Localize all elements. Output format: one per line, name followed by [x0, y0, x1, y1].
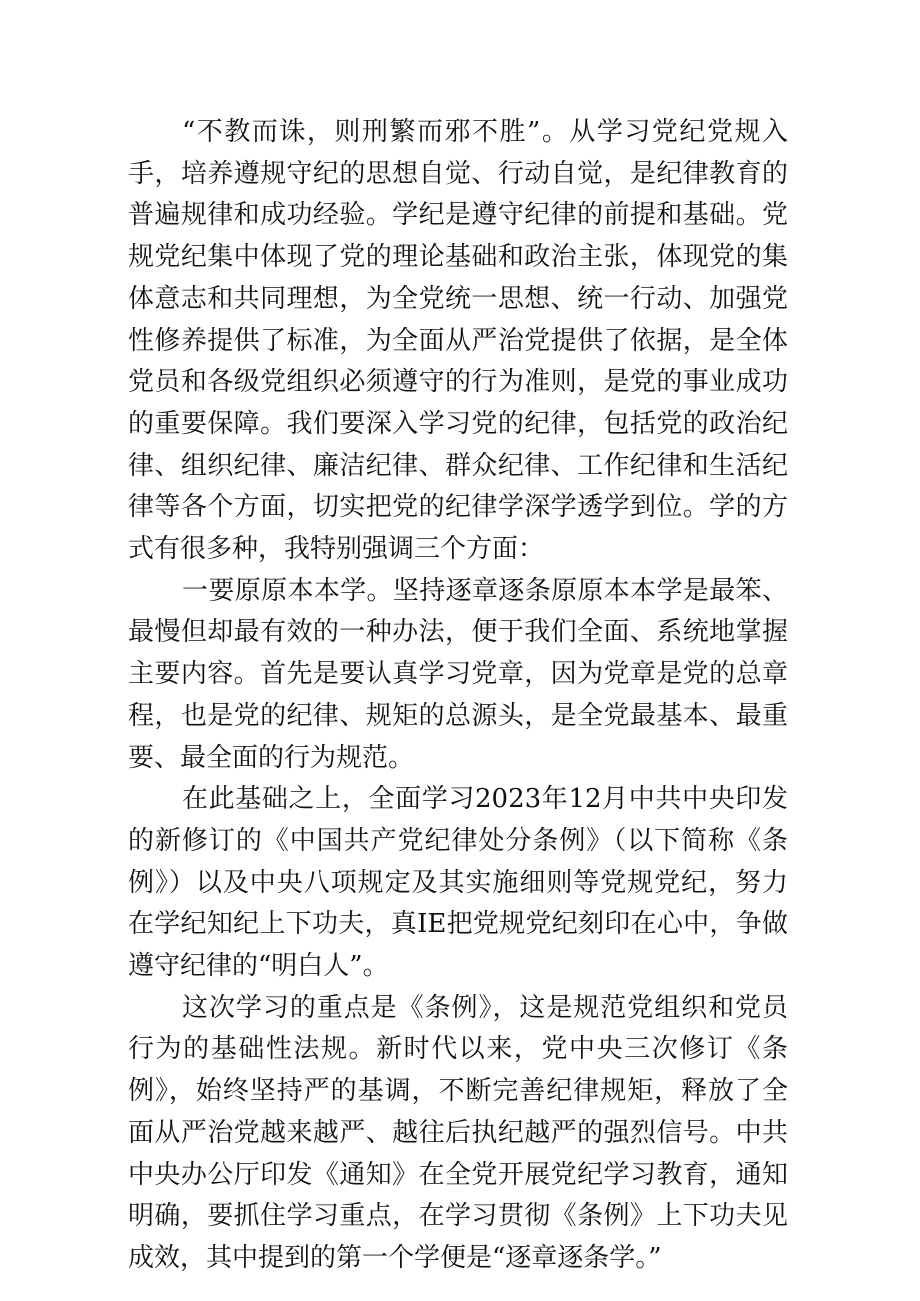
- paragraph-3: 在此基础之上，全面学习2023年12月中共中央印发的新修订的《中国共产党纪律处分条例》（以下简称《条例》）以及中央八项规定及其实施细则等党规党纪，努力在学纪知纪上下功夫，真IE把党规党纪刻印在心中，争做遵守纪律的“明白人”。: [128, 784, 788, 982]
- paragraph-4: 这次学习的重点是《条例》，这是规范党组织和党员行为的基础性法规。新时代以来，党中央三次修订《条例》，始终坚持严的基调，不断完善纪律规矩，释放了全面从严治党越来越严、越往后执纪越严的强烈信号。中共中央办公厅印发《通知》在全党开展党纪学习教育，通知明确，要抓住学习重点，在学习贯彻《条例》上下功夫见成效，其中提到的第一个学便是“逐章逐条学。”: [128, 992, 788, 1273]
- paragraph-1: “不教而诛，则刑繁而邪不胜”。从学习党纪党规入手，培养遵规守纪的思想自觉、行动自觉，是纪律教育的普遍规律和成功经验。学纪是遵守纪律的前提和基础。党规党纪集中体现了党的理论基础和政治主张，体现党的集体意志和共同理想，为全党统一思想、统一行动、加强党性修养提供了标准，为全面从严治党提供了依据，是全体党员和各级党组织必须遵守的行为准则，是党的事业成功的重要保障。我们要深入学习党的纪律，包括党的政治纪律、组织纪律、廉洁纪律、群众纪律、工作纪律和生活纪律等各个方面，切实把党的纪律学深学透学到位。学的方式有很多种，我特别强调三个方面：: [128, 117, 788, 565]
- document-body: [128, 112, 788, 1280]
- paragraph-2: 一要原原本本学。坚持逐章逐条原原本本学是最笨、最慢但却最有效的一种办法，便于我们全面、系统地掌握主要内容。首先是要认真学习党章，因为党章是党的总章程，也是党的纪律、规矩的总源头，是全党最基本、最重要、最全面的行为规范。: [128, 575, 788, 773]
